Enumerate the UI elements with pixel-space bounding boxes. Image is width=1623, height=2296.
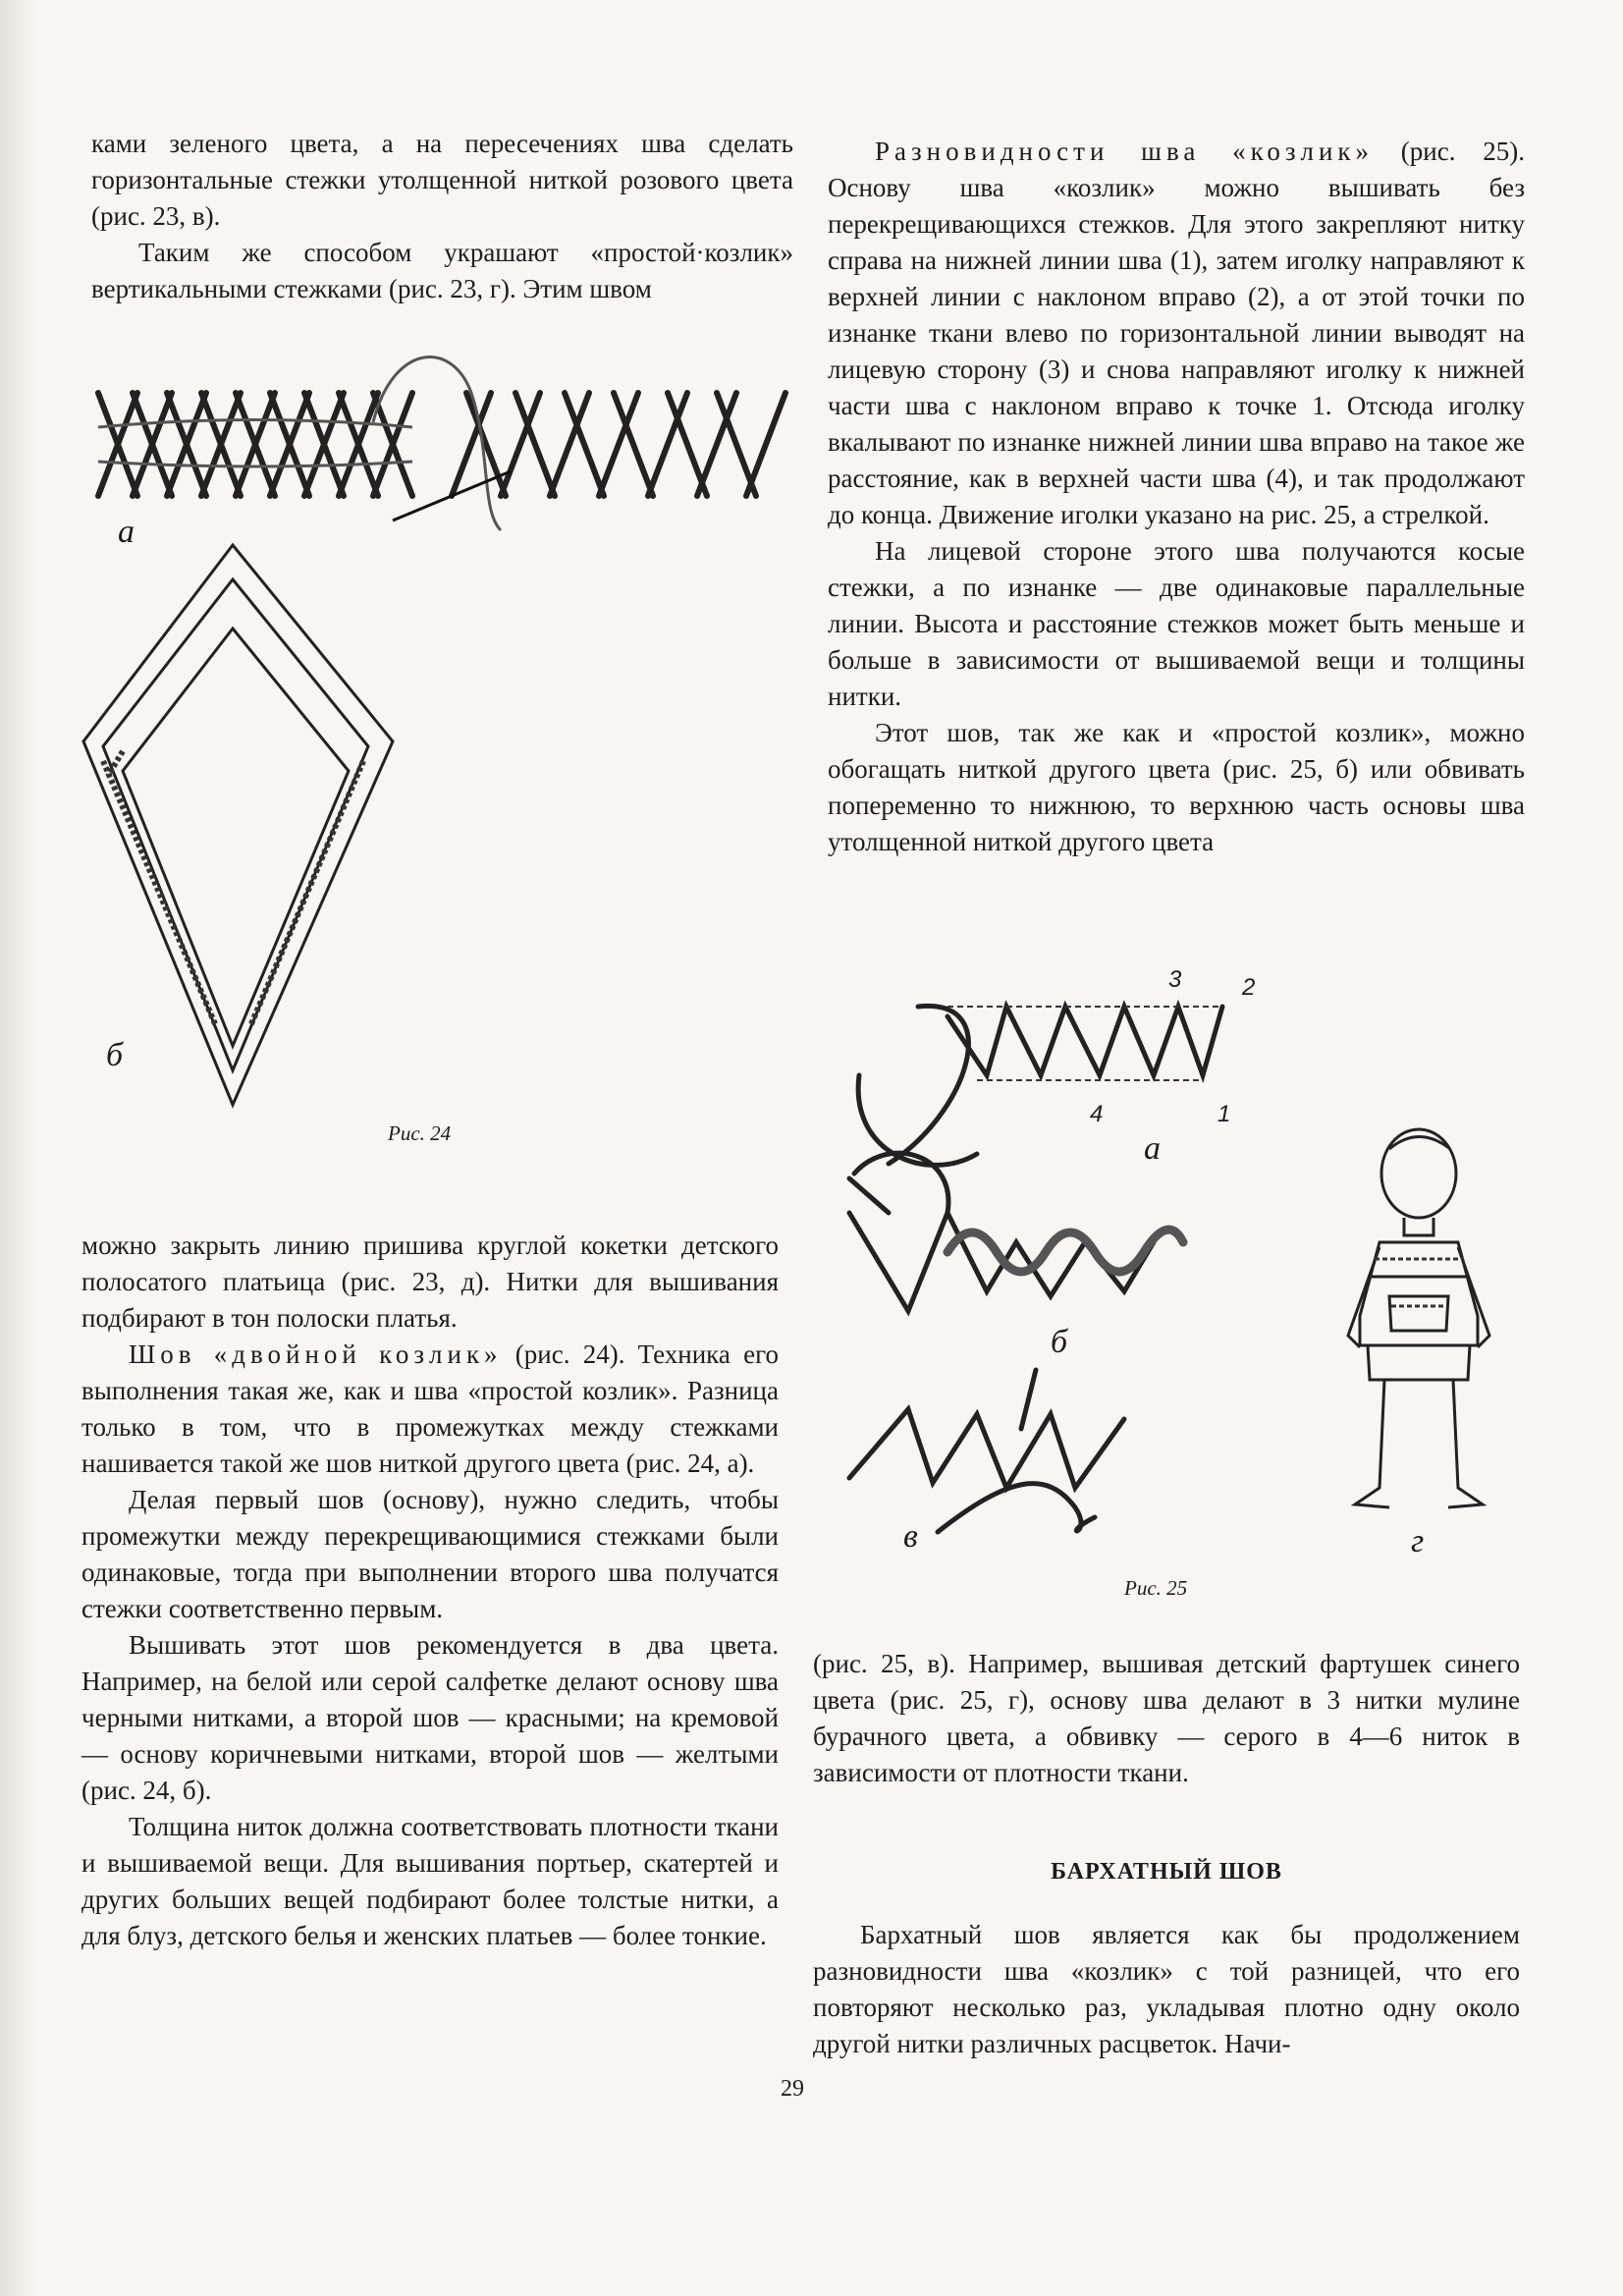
section-heading: БАРХАТНЫЙ ШОВ: [1051, 1859, 1282, 1885]
paragraph: [828, 134, 1525, 533]
run-in-title: Разновидности шва «козлик»: [875, 137, 1375, 166]
paragraph: [81, 1337, 779, 1482]
right-column-final: [813, 1917, 1520, 2062]
paragraph: ками зеленого цвета, а на пересечениях шва сделать горизонтальные стежки утолщенной ниткой розового цвета (рис. 23, в).: [91, 129, 793, 231]
zigzag-stitch-illustration: [830, 957, 1291, 1571]
figure-caption: Рис. 25: [1124, 1576, 1188, 1600]
left-column-top: [91, 126, 793, 307]
paragraph: На лицевой стороне этого шва получаются косые стежки, а по изнанке — две одинаковые параллельные линии. Высота и расстояние стежков может быть меньше и больше в зависимости от вышиваемой вещи и толщины нитки.: [828, 536, 1525, 711]
point-number: 4: [1090, 1101, 1104, 1127]
child-figure-illustration: [1321, 1120, 1527, 1571]
paragraph: Этот шов, так же как и «простой козлик», можно обогащать ниткой другого цвета (рис. 25, б) или обвивать попеременно то нижнюю, то верхнюю часть основы шва утолщенной ниткой другого цвета: [828, 718, 1525, 856]
paragraph: Делая первый шов (основу), нужно следить, чтобы промежутки между перекрещивающимися стежками были одинаковые, тогда при выполнении второго шва получатся стежки соответственно первым.: [81, 1485, 779, 1623]
right-column-bottom: [813, 1646, 1520, 1791]
herringbone-stitch-illustration: [79, 334, 805, 550]
figure-label: б: [106, 1037, 124, 1073]
run-in-title: Шов «двойной козлик»: [129, 1339, 503, 1369]
figure-label: г: [1411, 1523, 1425, 1559]
paragraph: Таким же способом украшают «простой·козлик» вертикальными стежками (рис. 23, г). Этим швом: [91, 238, 793, 303]
point-number: 1: [1217, 1101, 1231, 1127]
page-number: 29: [781, 2076, 804, 2102]
figure-caption: Рис. 24: [388, 1121, 452, 1145]
figure-label: а: [118, 514, 135, 550]
point-number: 2: [1242, 974, 1256, 1001]
paragraph-text: (рис. 25). Основу шва «козлик» можно вышивать без перекрещивающихся стежков. Для этого закрепляют нитку справа на нижней линии шва (1), затем иголку направляют к верхней линии с наклоном вправо (2), а от этой точки по изнанке ткани влево по горизонтальной линии выводят на лицевую сторону (3) и снова направляют иголку к нижней части шва с наклоном вправо к точке 1. Отсюда иголку вкалывают по изнанке нижней линии шва вправо на такое же расстояние, как в верхней части шва (4), и так продолжают до конца. Движение иголки указано на рис. 25, а стрелкой.: [828, 137, 1525, 529]
right-column-top: [828, 134, 1525, 860]
paragraph: (рис. 25, в). Например, вышивая детский фартушек синего цвета (рис. 25, г), основу шва делают в 3 нитки мулине бурачного цвета, а обвивку — серого в 4—6 ниток в зависимости от плотности ткани.: [813, 1649, 1520, 1787]
paragraph: Бархатный шов является как бы продолжением разновидности шва «козлик» с той разницей, что его повторяют несколько раз, укладывая плотно одну около другой нитки различных расцветок. Начи-: [813, 1920, 1520, 2058]
left-column-bottom: [81, 1228, 779, 1954]
page-edge-shadow: [0, 0, 37, 2296]
paragraph: Толщина ниток должна соответствовать плотности ткани и вышиваемой вещи. Для вышивания портьер, скатертей и других больших вещей подбирают более толстые нитки, а для блуз, детского белья и женских платьев — более тонкие.: [81, 1812, 779, 1950]
paragraph: Вышивать этот шов рекомендуется в два цвета. Например, на белой или серой салфетке делают основу шва черными нитками, а второй шов — красными; на кремовой — основу коричневыми нитками, второй шов — желтыми (рис. 24, б).: [81, 1630, 779, 1805]
figure-label: в: [903, 1518, 918, 1555]
diamond-napkin-illustration: [79, 535, 422, 1115]
figure-label: б: [1051, 1324, 1068, 1360]
point-number: 3: [1168, 966, 1182, 993]
paragraph-text: (рис. 24). Техника его выполнения такая же, как и шва «простой козлик». Разница только в том, что в промежутках между стежками нашивается такой же шов ниткой другого цвета (рис. 24, а).: [81, 1339, 779, 1478]
paragraph: можно закрыть линию пришива круглой кокетки детского полосатого платьица (рис. 23, д). Нитки для вышивания подбирают в тон полоски платья.: [81, 1230, 779, 1333]
figure-label: а: [1144, 1130, 1161, 1167]
